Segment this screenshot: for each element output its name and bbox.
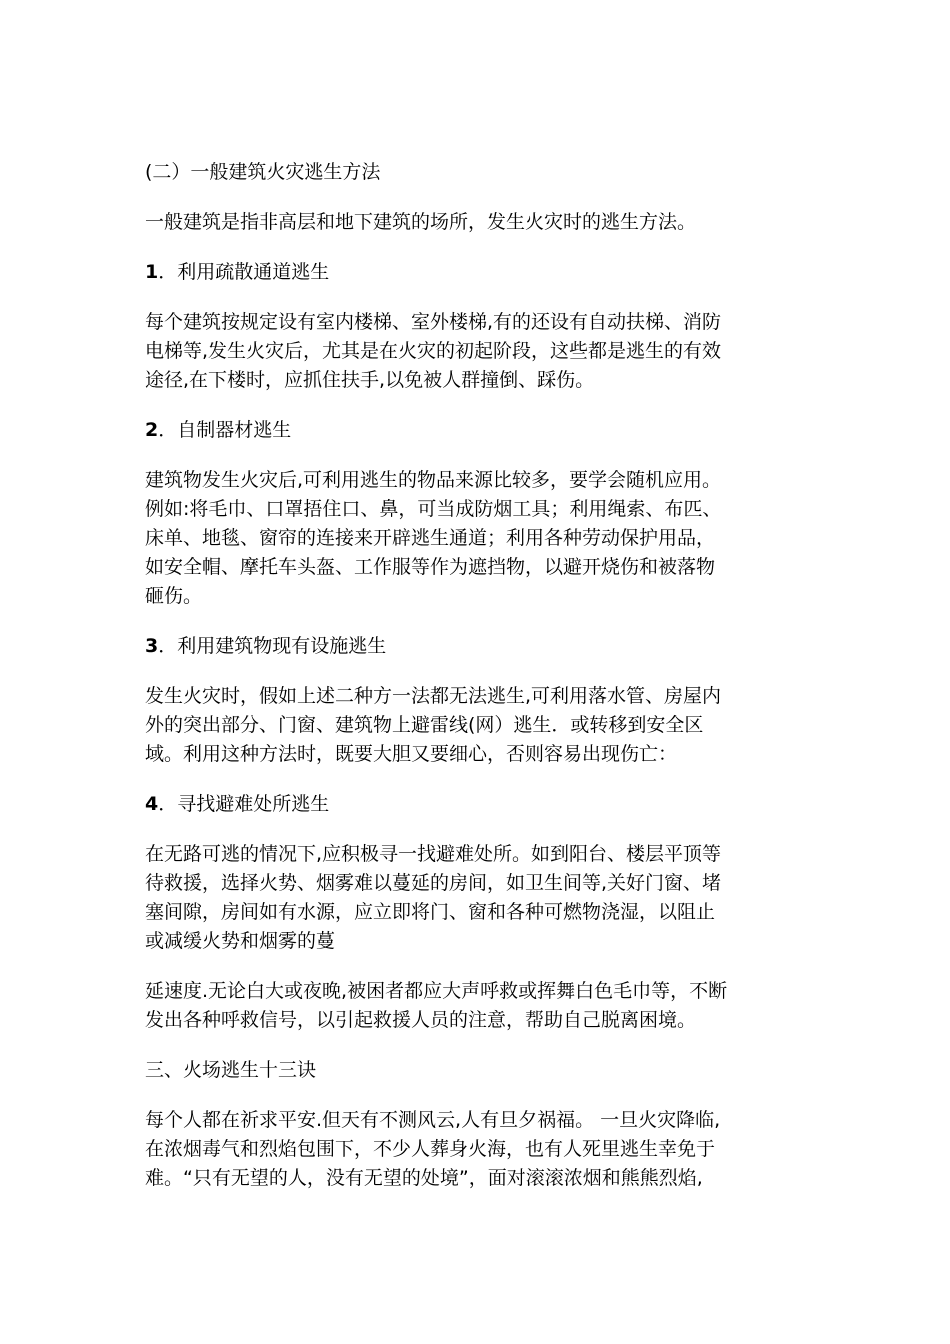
- subsection-number: 1: [145, 261, 159, 283]
- section-heading-thirteen-tips: 三、火场逃生十三诀: [145, 1059, 317, 1081]
- paragraph-thirteen-tips-intro: [145, 1106, 810, 1193]
- paragraph-existing-facilities: [145, 682, 810, 769]
- subsection-number: 2: [145, 419, 159, 441]
- text-line: 每个人都在祈求平安.但天有不测风云,人有旦夕祸福。 一旦火灾降临,: [145, 1109, 721, 1131]
- text-line: 外的突出部分、门窗、建筑物上避雷线(网）逃生．或转移到安全区: [145, 714, 704, 736]
- subsection-number: 4: [145, 793, 159, 815]
- text-line: 在无路可逃的情况下,应积极寻一找避难处所。如到阳台、楼层平顶等: [145, 843, 722, 865]
- text-line: 在浓烟毒气和烈焰包围下，不少人葬身火海，也有人死里逃生幸免于: [145, 1138, 716, 1160]
- subsection-title: ．利用疏散通道逃生: [158, 261, 330, 283]
- paragraph-refuge-continuation: [145, 977, 810, 1035]
- subsection-heading-4: [145, 790, 810, 818]
- subsection-number: 3: [145, 635, 159, 657]
- text-line: 发生火灾时，假如上述二种方一法都无法逃生,可利用落水管、房屋内: [145, 685, 722, 707]
- text-line: 如安全帽、摩托车头盔、工作服等作为遮挡物，以避开烧伤和被落物: [145, 556, 716, 578]
- paragraph-refuge-place: [145, 840, 810, 956]
- text-line: 途径,在下楼时，应抓住扶手,以免被人群撞倒、踩伤。: [145, 369, 595, 391]
- subsection-heading-3: [145, 632, 810, 660]
- text-line: 发出各种呼救信号，以引起救援人员的注意，帮助自己脱离困境。: [145, 1009, 697, 1031]
- text-line: 例如:将毛巾、口罩捂住口、鼻，可当成防烟工具；利用绳索、布匹、: [145, 498, 722, 520]
- text-line: 建筑物发生火灾后,可利用逃生的物品来源比较多，要学会随机应用。: [145, 469, 722, 491]
- text-line: 塞间隙，房间如有水源，应立即将门、窗和各种可燃物浇湿，以阻止: [145, 901, 716, 923]
- text-line: 延速度.无论白大或夜晚,被困者都应大声呼救或挥舞白色毛巾等，不断: [145, 980, 728, 1002]
- document-body: [145, 158, 810, 1214]
- subsection-heading-1: [145, 258, 810, 286]
- subsection-heading-2: [145, 416, 810, 444]
- text-line: 或减缓火势和烟雾的蔓: [145, 930, 336, 952]
- text-line: 难。“只有无望的人，没有无望的处境”，面对滚滚浓烟和熊熊烈焰,: [145, 1167, 703, 1189]
- subsection-title: ．利用建筑物现有设施逃生: [158, 635, 387, 657]
- subsection-title: ．自制器材逃生: [158, 419, 292, 441]
- text-line: 电梯等,发生火灾后，尤其是在火灾的初起阶段，这些都是逃生的有效: [145, 340, 722, 362]
- subsection-title: ．寻找避难处所逃生: [158, 793, 330, 815]
- text-line: 每个建筑按规定设有室内楼梯、室外楼梯,有的还设有自动扶梯、消防: [145, 311, 722, 333]
- text-line: 域。利用这种方法时，既要大胆又要细心，否则容易出现伤亡：: [145, 743, 678, 765]
- paragraph-evacuation-routes: [145, 308, 810, 395]
- paragraph-improvised-equipment: [145, 466, 810, 611]
- text-line: 床单、地毯、窗帘的连接来开辟逃生通道；利用各种劳动保护用品，: [145, 527, 716, 549]
- text-line: 待救援，选择火势、烟雾难以蔓延的房间，如卫生间等,关好门窗、堵: [145, 872, 722, 894]
- intro-paragraph: 一般建筑是指非高层和地下建筑的场所，发生火灾时的逃生方法。: [145, 211, 697, 233]
- section-heading-general-buildings: (二）一般建筑火灾逃生方法: [145, 161, 381, 183]
- text-line: 砸伤。: [145, 585, 203, 607]
